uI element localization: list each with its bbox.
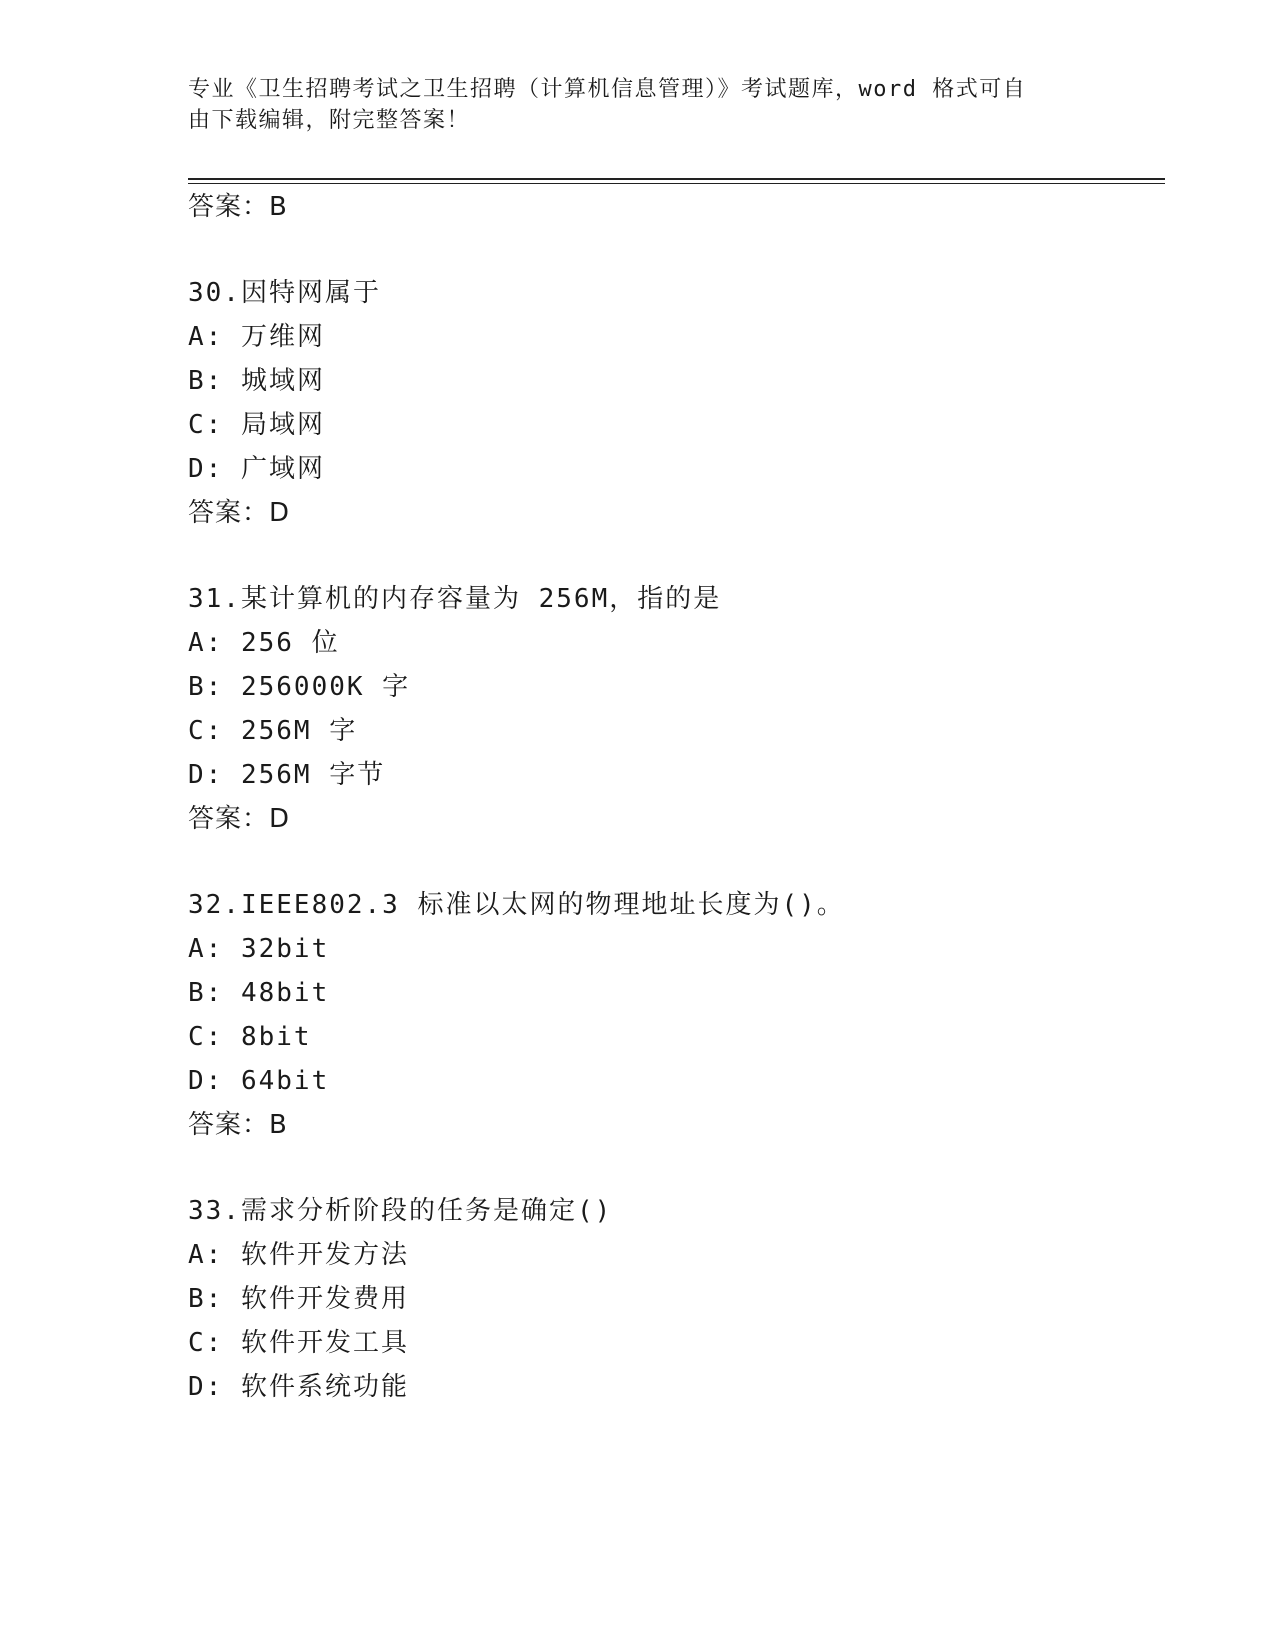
option-d: D: 软件系统功能 <box>188 1372 409 1402</box>
option-d: D: 广域网 <box>188 454 325 484</box>
option-c: C: 软件开发工具 <box>188 1328 409 1358</box>
option-a: A: 256 位 <box>188 628 340 658</box>
header-line-1: 专业《卫生招聘考试之卫生招聘（计算机信息管理）》考试题库，word 格式可自 <box>188 77 1027 102</box>
header-divider-thin <box>188 183 1165 184</box>
previous-answer: 答案：B <box>188 192 288 222</box>
option-b: B: 48bit <box>188 978 330 1008</box>
answer: 答案：D <box>188 498 291 528</box>
answer: 答案：D <box>188 804 291 834</box>
option-b: B: 城域网 <box>188 366 325 396</box>
header-line-2: 由下载编辑，附完整答案！ <box>188 108 471 133</box>
option-c: C: 局域网 <box>188 410 325 440</box>
option-d: D: 64bit <box>188 1066 330 1096</box>
option-c: C: 256M 字 <box>188 716 358 746</box>
question-stem: 30.因特网属于 <box>188 278 381 308</box>
option-b: B: 256000K 字 <box>188 672 411 702</box>
answer: 答案：B <box>188 1110 288 1140</box>
option-a: A: 软件开发方法 <box>188 1240 409 1270</box>
question-stem: 33.需求分析阶段的任务是确定() <box>188 1196 613 1226</box>
option-a: A: 万维网 <box>188 322 325 352</box>
question-stem: 31.某计算机的内存容量为 256M，指的是 <box>188 584 722 614</box>
header-divider-thick <box>188 178 1165 180</box>
document-header <box>188 74 1068 136</box>
question-stem: 32.IEEE802.3 标准以太网的物理地址长度为()。 <box>188 890 845 920</box>
option-a: A: 32bit <box>188 934 330 964</box>
option-d: D: 256M 字节 <box>188 760 386 790</box>
option-b: B: 软件开发费用 <box>188 1284 409 1314</box>
option-c: C: 8bit <box>188 1022 312 1052</box>
